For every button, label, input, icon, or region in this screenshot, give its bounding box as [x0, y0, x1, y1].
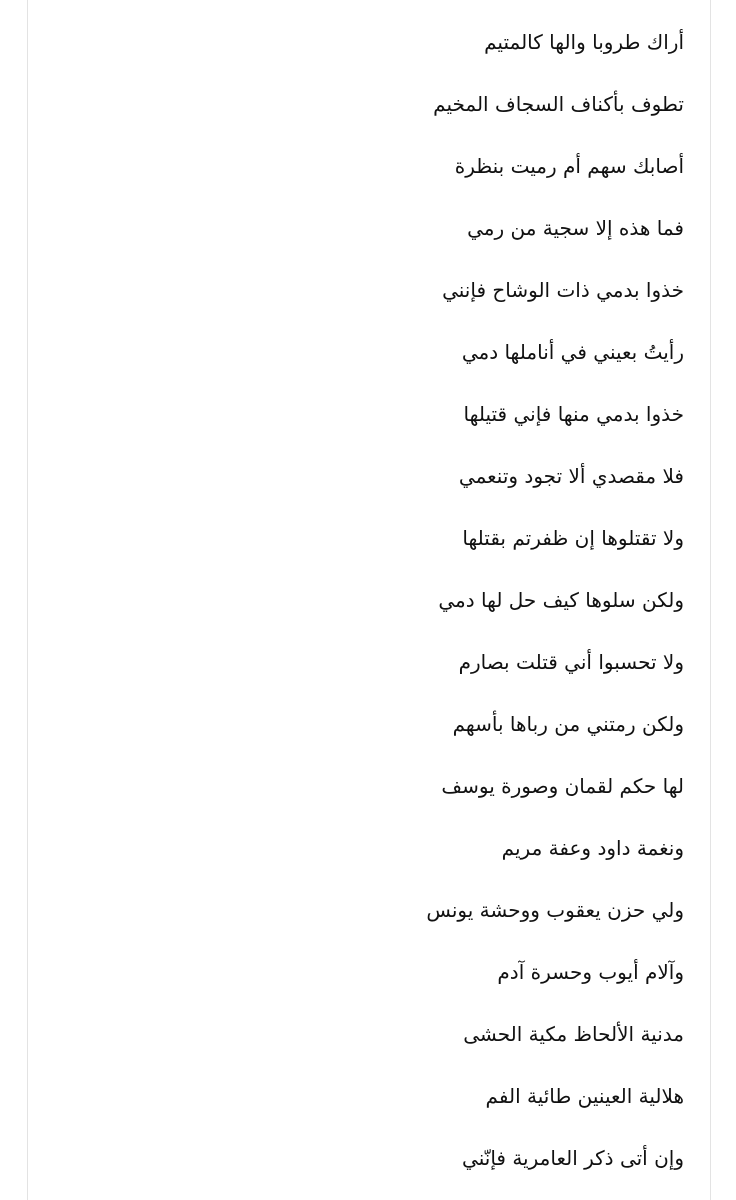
poem-line: ولي حزن يعقوب ووحشة يونس — [426, 898, 684, 922]
poem-line: رأيتُ بعيني في أناملها دمي — [461, 340, 684, 364]
poem-line: تطوف بأكناف السجاف المخيم — [433, 92, 684, 116]
poem-line: وآلام أيوب وحسرة آدم — [497, 960, 684, 984]
poem-line: ولا تحسبوا أني قتلت بصارم — [458, 650, 684, 674]
poem-text — [124, 20, 684, 1198]
poem-line: ولكن رمتني من رباها بأسهم — [452, 712, 684, 736]
poem-line: أصابك سهم أم رميت بنظرة — [454, 154, 684, 178]
poem-line: فلا مقصدي ألا تجود وتنعمي — [458, 464, 684, 488]
poem-line: خذوا بدمي منها فإني قتيلها — [463, 402, 684, 426]
poem-line: لها حكم لقمان وصورة يوسف — [441, 774, 684, 798]
poem-line: ولا تقتلوها إن ظفرتم بقتلها — [462, 526, 684, 550]
poem-line: فما هذه إلا سجية من رمي — [467, 216, 684, 240]
page-border-left — [27, 0, 28, 1200]
poem-line: أراك طروبا والها كالمتيم — [484, 30, 684, 54]
poem-line: خذوا بدمي ذات الوشاح فإنني — [442, 278, 684, 302]
poem-line: هلالية العينين طائية الفم — [485, 1084, 684, 1108]
poem-line: ونغمة داود وعفة مريم — [501, 836, 684, 860]
poem-line: ولكن سلوها كيف حل لها دمي — [438, 588, 684, 612]
poem-line: وإن أتى ذكر العامرية فإنّني — [462, 1146, 684, 1170]
poem-line: مدنية الألحاظ مكية الحشى — [463, 1022, 684, 1046]
page-border-right — [710, 0, 711, 1200]
